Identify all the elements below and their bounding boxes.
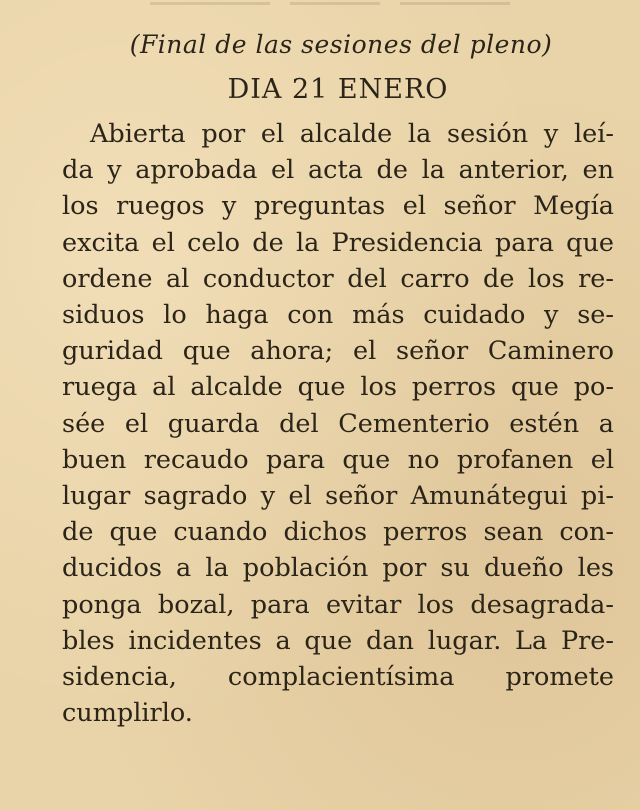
article-heading: DIA 21 ENERO — [227, 74, 449, 105]
body-line: los ruegos y preguntas el señor Megía — [62, 191, 614, 222]
body-line: de que cuando dichos perros sean con- — [62, 517, 614, 548]
body-line: siduos lo haga con más cuidado y se- — [62, 300, 614, 331]
newspaper-article — [62, 28, 614, 731]
body-line: sée el guarda del Cementerio estén a — [62, 408, 614, 439]
body-line: excita el celo de la Presidencia para que — [62, 227, 614, 258]
body-line: cumplirlo. — [62, 698, 193, 729]
body-line: da y aprobada el acta de la anterior, en — [62, 155, 614, 186]
article-body — [62, 116, 614, 731]
body-line: guridad que ahora; el señor Caminero — [62, 336, 614, 367]
body-line: ponga bozal, para evitar los desagrada- — [62, 589, 614, 620]
body-line: lugar sagrado y el señor Amunátegui pi- — [62, 481, 614, 512]
bleed-through-text-above — [0, 0, 640, 28]
body-line: sidencia, complacientísima promete — [62, 662, 614, 693]
body-line: ruega al alcalde que los perros que po- — [62, 372, 614, 403]
body-line: ordene al conductor del carro de los re- — [62, 263, 614, 294]
body-line: Abierta por el alcalde la sesión y leí- — [90, 119, 614, 149]
article-subhead: (Final de las sesiones del pleno) — [129, 30, 553, 59]
body-line: ducidos a la población por su dueño les — [62, 553, 614, 584]
body-line: buen recaudo para que no profanen el — [62, 444, 614, 475]
body-line: bles incidentes a que dan lugar. La Pre- — [62, 625, 614, 656]
